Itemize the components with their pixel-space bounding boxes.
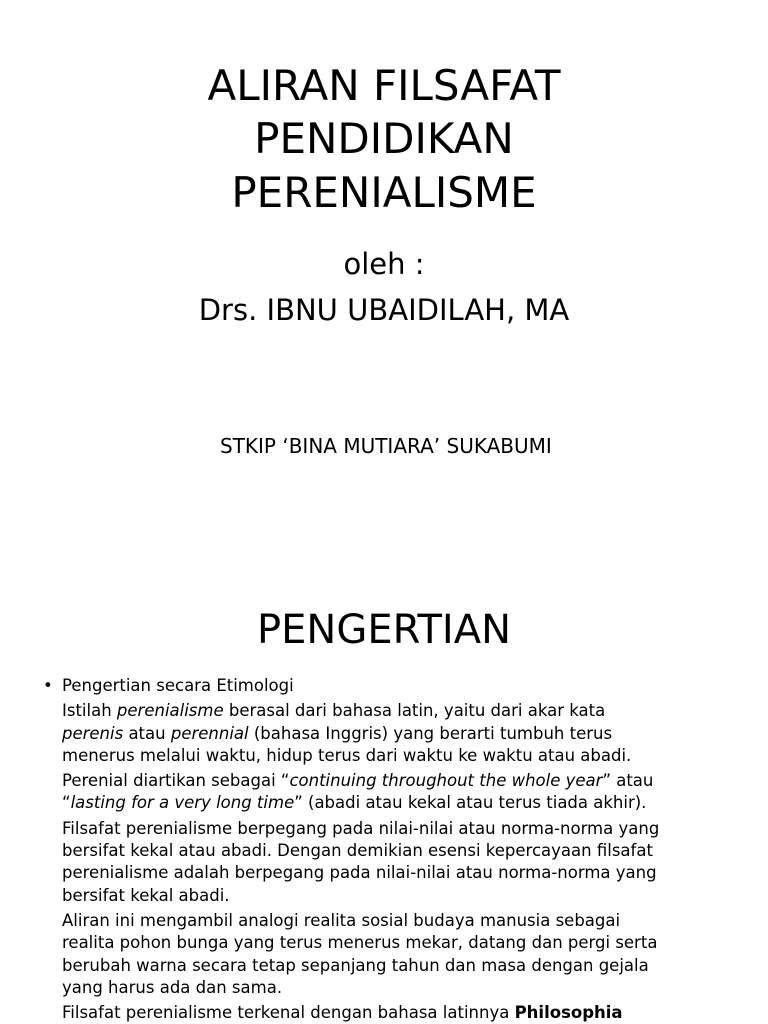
content-slide — [0, 576, 768, 1024]
slide-title-line-1: ALIRAN FILSAFAT — [207, 61, 561, 110]
text-line: perenialisme adalah berpegang pada nilai-nilai atau norma-norma yang — [62, 863, 657, 883]
text-line: bersifat kekal atau abadi. Dengan demikian esensi kepercayaan filsafat — [62, 841, 653, 861]
text-line: realita pohon bunga yang terus menerus mekar, datang dan pergi serta — [62, 933, 658, 953]
text-line: menerus melalui waktu, hidup terus dari waktu ke waktu atau abadi. — [62, 745, 632, 765]
slide-title-line-3: PERENIALISME — [231, 168, 537, 217]
content-body — [40, 675, 730, 1024]
paragraph-latin — [40, 1002, 730, 1024]
text-line: perenis atau perennial (bahasa Inggris) yang berarti tumbuh terus — [62, 723, 613, 743]
text-line: bersifat kekal abadi. — [62, 885, 230, 905]
paragraph-values — [40, 818, 730, 907]
author-prefix: oleh : — [343, 247, 425, 281]
slide-title-line-2: PENDIDIKAN — [254, 114, 514, 163]
paragraph-analogy — [40, 910, 730, 999]
text-line: Filsafat perenialisme terkenal dengan bahasa latinnya Philosophia — [62, 1003, 623, 1023]
text-line: Filsafat perenialisme berpegang pada nilai-nilai atau norma-norma yang — [62, 818, 660, 838]
institution-name: STKIP ‘BINA MUTIARA’ SUKABUMI — [220, 434, 552, 458]
text-line: “lasting for a very long time” (abadi atau kekal atau terus tiada akhir). — [62, 793, 647, 813]
bullet-text: Pengertian secara Etimologi — [62, 676, 294, 695]
text-line: berubah warna secara tetap sepanjang tahun dan masa dengan gejala — [62, 955, 649, 975]
text-line: Istilah perenialisme berasal dari bahasa latin, yaitu dari akar kata — [62, 701, 606, 721]
section-title: PENGERTIAN — [257, 607, 511, 653]
text-line: Perenial diartikan sebagai “continuing throughout the whole year” atau — [62, 771, 654, 791]
paragraph-definition — [40, 770, 730, 815]
paragraph-etymology — [40, 700, 730, 767]
text-line: yang harus ada dan sama. — [62, 977, 283, 997]
author-name: Drs. IBNU UBAIDILAH, MA — [198, 293, 570, 327]
bullet-icon: • — [43, 676, 53, 695]
text-line: Aliran ini mengambil analogi realita sosial budaya manusia sebagai — [62, 910, 621, 930]
bullet-item — [40, 675, 730, 697]
